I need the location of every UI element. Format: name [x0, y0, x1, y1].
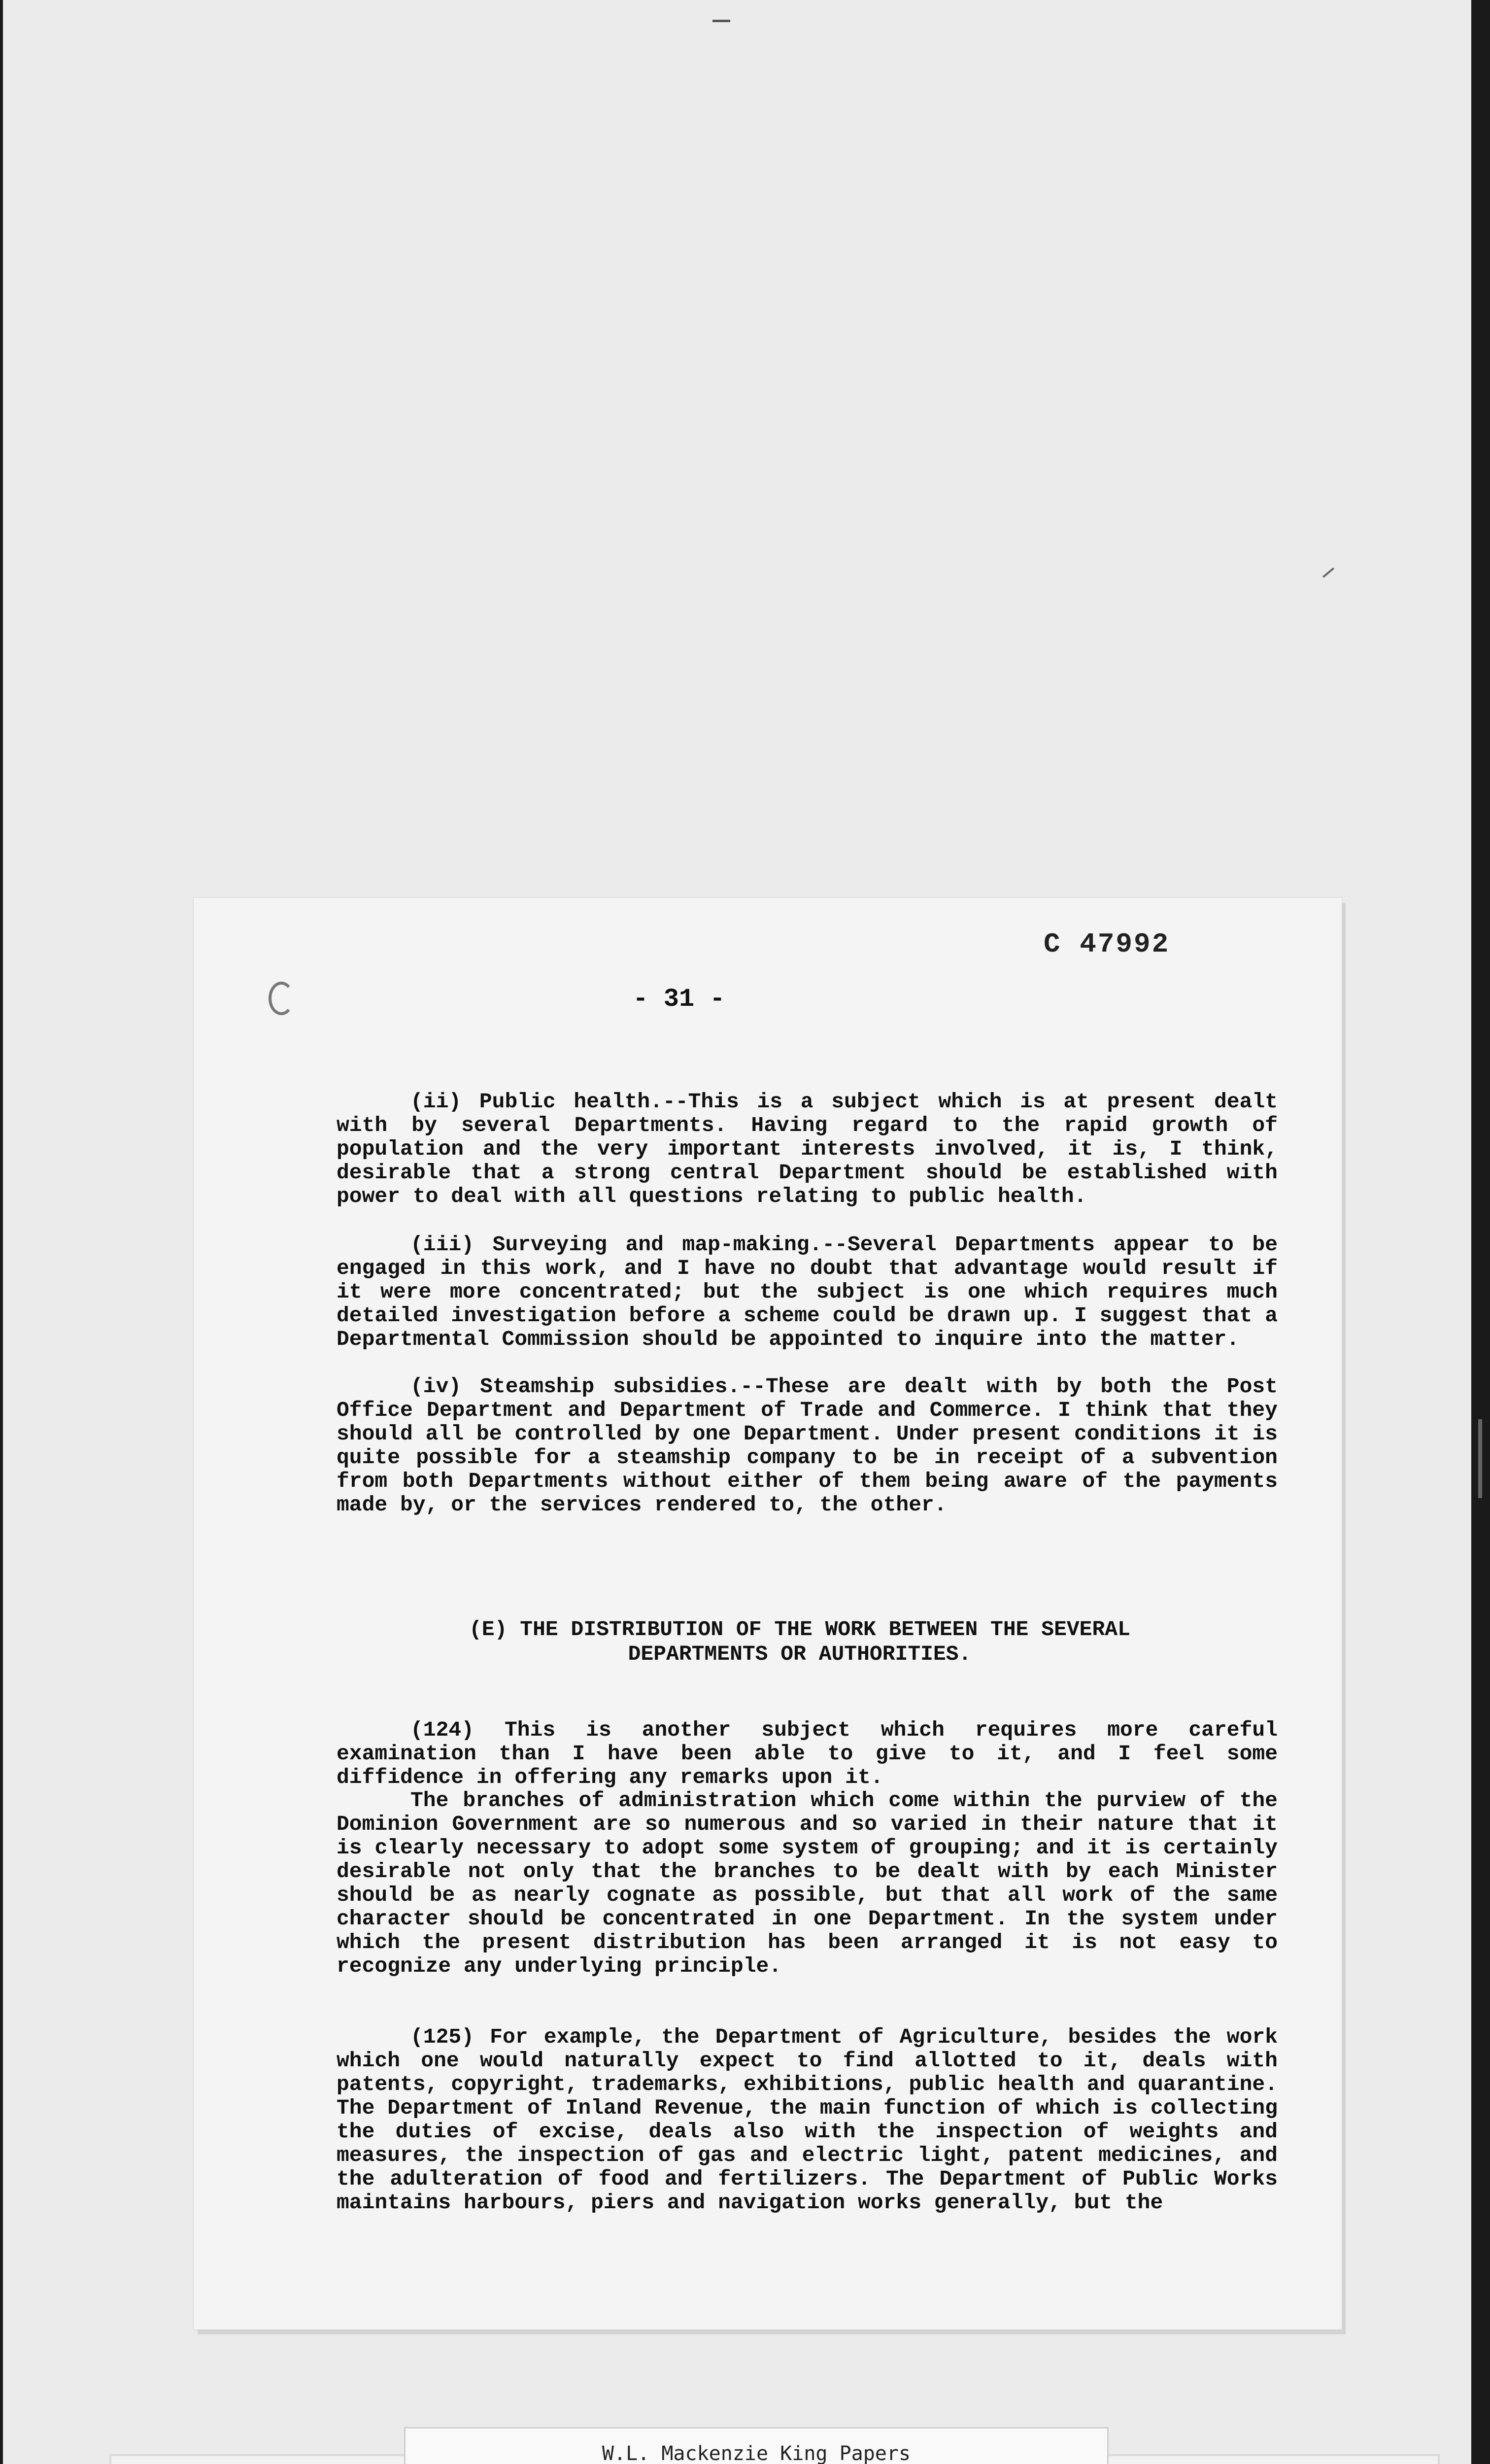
sheet-code: C 47992	[1044, 928, 1170, 960]
paragraph-surveying: (iii) Surveying and map-making.--Several Departments appear to be engaged in this work, and I have no doubt that advantage would result if it were more concentrated; but the subject is one which requires much detailed investigation before a scheme could be drawn up. I suggest that a Departmental Commission should be appointed to inquire into the matter.	[337, 1232, 1278, 1351]
pencil-mark	[1322, 567, 1334, 578]
document-sheet	[194, 898, 1342, 2329]
paragraph-branches: The branches of administration which come within the purview of the Dominion Government are so numerous and so varied in their nature that it is clearly necessary to adopt some system of grouping; and it is certainly desirable not only that the branches to be dealt with by each Minister should be as nearly cognate as possible, but that all work of the same character should be concentrated in one Department. In the system under which the present distribution has been arranged it is not easy to recognize any underlying principle.	[337, 1788, 1278, 1978]
page-number: - 31 -	[633, 985, 725, 1014]
edge-mark	[1478, 1419, 1482, 1498]
film-tick-mark	[712, 20, 730, 22]
collection-name: W.L. Mackenzie King Papers	[602, 2442, 911, 2464]
paragraph-public-health: (ii) Public health.--This is a subject which is at present dealt with by several Departments. Having regard to the rapid growth of population and the very important interests involved, it is, I think, desirable that a strong central Department should be established with power to deal with all questions relating to public health.	[337, 1090, 1278, 1208]
paragraph-steamship-subsidies: (iv) Steamship subsidies.--These are dealt with by both the Post Office Department and Department of Trade and Commerce. I think that they should all be controlled by one Department. Under present conditions it is quite possible for a steamship company to be in receipt of a subvention from both Departments without either of them being aware of the payments made by, or the services rendered to, the other.	[337, 1374, 1278, 1517]
paragraph-124: (124) This is another subject which requires more careful examination than I have been able to give to it, and I feel some diffidence in offering any remarks upon it.	[337, 1718, 1278, 1789]
section-heading: (E) THE DISTRIBUTION OF THE WORK BETWEEN THE SEVERAL DEPARTMENTS OR AUTHORITIES.	[469, 1617, 1130, 1666]
collection-label	[404, 2427, 1109, 2464]
paragraph-125: (125) For example, the Department of Agriculture, besides the work which one would naturally expect to find allotted to it, deals with patents, copyright, trademarks, exhibitions, public health and quarantine. The Department of Inland Revenue, the main function of which is collecting the duties of excise, deals also with the inspection of weights and measures, the inspection of gas and electric light, patent medicines, and the adulteration of food and fertilizers. The Department of Public Works maintains harbours, piers and navigation works generally, but the	[337, 2025, 1278, 2215]
